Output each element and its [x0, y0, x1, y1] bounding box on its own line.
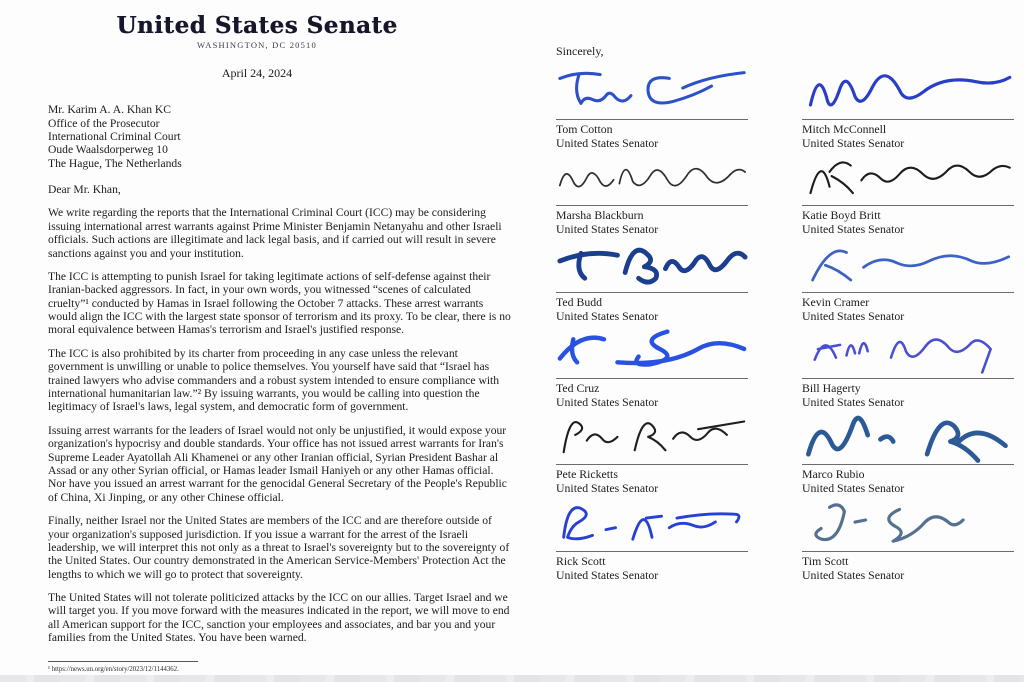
signature-block	[556, 328, 748, 409]
salutation: Dear Mr. Khan,	[48, 183, 121, 197]
signature-ink-marco-rubio	[802, 414, 1014, 462]
signature-ink-ted-cruz	[556, 328, 748, 376]
signer-name: Katie Boyd Britt	[802, 208, 881, 223]
recipient-line: Mr. Karim A. A. Khan KC	[48, 103, 172, 117]
signer-title: United States Senator	[556, 308, 659, 323]
signer-name: Marsha Blackburn	[556, 208, 644, 223]
signer-name: Kevin Cramer	[802, 294, 870, 309]
paragraph: Issuing arrest warrants for the leaders of Israel would not only be unjustified, it would expose your organization's hypocrisy and double standards. Your office has not issued arrest warrants for Iran's Supreme Leader Ayatollah Ali Khamenei or any other Iranian official, Syrian President Bashar al Assad or any other Syrian official, or Hamas leader Ismail Haniyeh or any other Hamas official. Nor have you issued an arrest warrant for the genocidal General Secretary of the People's Republic of China, Xi Jinping, or any other Chinese official.	[48, 423, 507, 504]
signature-block	[802, 501, 1014, 582]
signature-line	[556, 378, 748, 379]
signature-line	[556, 551, 748, 552]
footnote-separator	[48, 661, 198, 662]
recipient-line: The Hague, The Netherlands	[48, 156, 182, 170]
letterhead-title: United States Senate	[116, 12, 398, 39]
signer-name: Tim Scott	[802, 553, 849, 568]
signature-line	[802, 464, 1014, 465]
signer-title: United States Senator	[802, 136, 905, 151]
recipient-line: Office of the Prosecutor	[48, 116, 160, 130]
closing: Sincerely,	[556, 44, 604, 58]
signer-name: Tom Cotton	[556, 122, 613, 136]
letter-body	[48, 206, 512, 644]
signature-ink-tim-scott	[802, 501, 1014, 549]
signer-title: United States Senator	[556, 567, 659, 582]
signature-block	[556, 155, 748, 236]
signature-ink-kevin-cramer	[802, 242, 1014, 290]
signature-ink-katie-boyd-britt	[802, 155, 1014, 203]
signature-block	[556, 242, 748, 323]
recipient-address	[48, 103, 512, 170]
signature-block	[556, 69, 748, 150]
signer-title: United States Senator	[802, 481, 905, 496]
signature-ink-marsha-blackburn	[556, 155, 748, 203]
paragraph: The ICC is also prohibited by its charter from proceeding in any case unless the relevant government is unwilling or unable to police themselves. You yourself have said that “Israel has trained lawyers who advise commanders and a robust system intended to ensure compliance with international humanitarian law.”² By issuing warrants, you would be calling into question the legitimacy of Israel's laws, legal system, and democratic form of government.	[48, 346, 500, 414]
recipient-line: Oude Waalsdorperweg 10	[48, 143, 168, 157]
signer-title: United States Senator	[556, 481, 659, 496]
signature-ink-bill-hagerty	[802, 328, 1014, 376]
signer-title: United States Senator	[556, 395, 659, 410]
signer-name: Ted Cruz	[556, 380, 600, 395]
paragraph: The United States will not tolerate politicized attacks by the ICC on our allies. Target Israel and we will target you. If you move forward with the measures indicated in the report, we will move to end all American support for the ICC, sanction your employees and associates, and bar you and your families from the United States. You have been warned.	[48, 591, 510, 645]
signature-line	[556, 205, 748, 206]
signer-title: United States Senator	[802, 308, 905, 323]
signer-name: Pete Ricketts	[556, 467, 618, 482]
signature-ink-tom-cotton	[556, 69, 748, 117]
signer-title: United States Senator	[802, 567, 905, 582]
recipient-line: International Criminal Court	[48, 130, 181, 144]
letterhead-address: WASHINGTON, DC 20510	[197, 40, 317, 51]
scan-edge-artifact	[0, 675, 1024, 682]
signer-name: Ted Budd	[556, 294, 603, 309]
signer-name: Rick Scott	[556, 553, 606, 568]
signature-block	[802, 242, 1014, 323]
signer-name: Bill Hagerty	[802, 380, 861, 395]
paragraph: We write regarding the reports that the International Criminal Court (ICC) may be considering issuing international arrest warrants against Prime Minister Benjamin Netanyahu and other Israeli officials. Such actions are illegitimate and lack legal basis, and if carried out will result in severe sanctions against you and your institution.	[48, 206, 502, 260]
signature-block	[802, 69, 1014, 150]
letterhead	[48, 14, 512, 81]
signature-line	[802, 119, 1014, 120]
signature-block	[556, 501, 748, 582]
signature-line	[802, 551, 1014, 552]
signer-title: United States Senator	[802, 222, 905, 237]
signer-name: Mitch McConnell	[802, 122, 887, 136]
signatures-column	[556, 44, 1020, 582]
signature-grid	[556, 69, 1020, 582]
signature-block	[556, 414, 748, 495]
signature-line	[802, 205, 1014, 206]
signature-block	[802, 414, 1014, 495]
signature-ink-ted-budd	[556, 242, 748, 290]
signer-name: Marco Rubio	[802, 467, 865, 482]
signature-ink-rick-scott	[556, 501, 748, 549]
signature-line	[556, 464, 748, 465]
signer-title: United States Senator	[802, 395, 905, 410]
letter-date: April 24, 2024	[221, 66, 293, 81]
signature-ink-pete-ricketts	[556, 414, 748, 462]
footnote: ¹ https://news.un.org/en/story/2023/12/1144362.	[48, 665, 179, 673]
signature-block	[802, 155, 1014, 236]
signature-line	[556, 119, 748, 120]
signature-block	[802, 328, 1014, 409]
paragraph: The ICC is attempting to punish Israel for taking legitimate actions of self-defense against their Iranian-backed aggressors. In fact, in your own words, you witnessed “scenes of calculated cruelty”¹ conducted by Hamas in Israel following the October 7 attacks. These arrest warrants would align the ICC with the largest state sponsor of terrorism and its proxy. To be clear, there is no moral equivalence between Hamas's terrorism and Israel's justified response.	[48, 269, 511, 337]
signature-line	[556, 292, 748, 293]
signer-title: United States Senator	[556, 136, 659, 151]
signature-line	[802, 378, 1014, 379]
signer-title: United States Senator	[556, 222, 659, 237]
signature-line	[802, 292, 1014, 293]
paragraph: Finally, neither Israel nor the United States are members of the ICC and are therefore outside of your organization's supposed jurisdiction. If you issue a warrant for the arrest of the Israeli leadership, we will interpret this not only as a threat to Israel's sovereignty but to the sovereignty of the United States. Our country demonstrated in the American Service-Members' Protection Act the lengths to which we will go to protect that sovereignty.	[48, 514, 510, 581]
signature-ink-mitch-mcconnell	[802, 69, 1014, 117]
letter-column	[48, 14, 512, 682]
